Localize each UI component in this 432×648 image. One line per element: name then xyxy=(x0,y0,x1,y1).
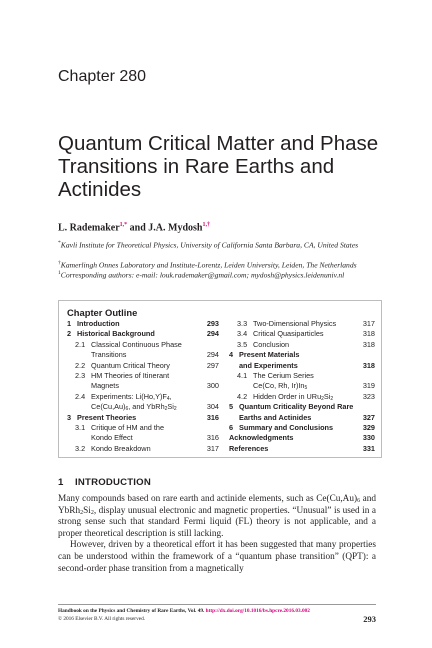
outline-entry-label: Historical Background xyxy=(77,329,155,339)
outline-entry[interactable] xyxy=(229,361,375,371)
affiliation-1 xyxy=(58,238,388,251)
outline-entry-label: Critical Quasiparticles xyxy=(253,329,324,339)
subscript: 6 xyxy=(357,498,361,504)
outline-entry-page: 323 xyxy=(362,391,375,401)
outline-entry-page: 329 xyxy=(362,422,375,432)
outline-entry-page: 318 xyxy=(362,329,375,339)
outline-entry-page: 297 xyxy=(206,360,219,370)
affiliation-mark: * xyxy=(58,240,61,246)
outline-entry-label: Earths and Actinides xyxy=(239,412,312,422)
outline-entry[interactable] xyxy=(229,371,375,381)
outline-entry[interactable] xyxy=(67,329,219,339)
author-line xyxy=(58,222,210,233)
outline-entry-label: Quantum Critical Theory xyxy=(91,360,170,370)
outline-entry-label: Two-Dimensional Physics xyxy=(253,319,337,328)
outline-entry-label: Summary and Conclusions xyxy=(239,422,334,432)
chapter-outline-box xyxy=(58,300,382,458)
doi-link[interactable]: http://dx.doi.org/10.1016/bs.hpcre.2016.03.002 xyxy=(205,608,310,614)
affiliation-mark: 1 xyxy=(58,270,61,276)
footer-citation xyxy=(58,608,310,614)
outline-entry-page: 327 xyxy=(362,412,375,422)
outline-entry-number: 2.3 xyxy=(75,370,86,380)
body-text xyxy=(58,494,376,575)
footer-copyright: © 2016 Elsevier B.V. All rights reserved. xyxy=(58,616,146,622)
outline-entry-label: Transitions xyxy=(91,350,127,360)
chapter-label: Chapter 280 xyxy=(58,68,147,85)
outline-entry-number: 4.2 xyxy=(237,391,248,401)
outline-entry[interactable] xyxy=(229,319,375,329)
subscript: 2 xyxy=(90,509,94,516)
text-run: and YbRh xyxy=(58,494,376,516)
outline-entry-number: 4.1 xyxy=(237,370,248,380)
outline-entry-page: 293 xyxy=(206,319,219,328)
outline-entry[interactable] xyxy=(229,340,375,350)
outline-entry-number: 3.2 xyxy=(75,443,86,453)
outline-entry-label: and Experiments xyxy=(239,360,298,370)
paragraph xyxy=(58,494,376,540)
author-marks: 1,† xyxy=(202,222,210,228)
outline-entry-label: Kondo Effect xyxy=(91,433,133,443)
outline-entry[interactable] xyxy=(67,402,219,412)
outline-entry-label: Ce(Co, Rh, $Ir)In_5$ xyxy=(253,381,308,392)
affiliation-text: Kamerlingh Onnes Laboratory and Institute-Lorentz, Leiden University, Leiden, The Netherlands xyxy=(60,260,357,270)
section-number: 1 xyxy=(58,477,64,488)
outline-entry[interactable] xyxy=(229,381,375,391)
outline-entry[interactable] xyxy=(67,319,219,329)
outline-entry-label: Acknowledgments xyxy=(229,433,294,443)
footer-source: Handbook on the Physics and Chemistry of Rare Earths, Vol. 49. xyxy=(58,608,206,614)
outline-entry-label: Present Theories xyxy=(77,412,137,422)
outline-entry-label: Introduction xyxy=(77,319,120,328)
author-name: J.A. Mydosh xyxy=(148,222,203,234)
outline-title: Chapter Outline xyxy=(67,307,138,318)
outline-column-left xyxy=(67,319,219,454)
author-conjunction: and xyxy=(127,222,149,234)
outline-entry-page: 319 xyxy=(362,381,375,391)
subscript: 2 xyxy=(80,509,84,516)
outline-entry[interactable] xyxy=(229,433,375,443)
outline-entry-page: 300 xyxy=(206,381,219,391)
outline-entry-label: Present Materials xyxy=(239,350,300,360)
section-heading xyxy=(58,477,151,488)
outline-entry-page: 318 xyxy=(362,360,375,370)
outline-entry-number: 3.1 xyxy=(75,422,86,432)
outline-entry-number: 2.1 xyxy=(75,339,86,349)
outline-entry[interactable] xyxy=(229,329,375,339)
outline-entry-number: 3 xyxy=(67,412,72,422)
outline-entry-label: References xyxy=(229,443,269,453)
text-run: , display unusual electronic and magnetic properties. “Unusual” is used in a strong sense such that standard Fermi liquid (FL) theory is not applicable, and a proper theoretical description is still lacking. xyxy=(58,505,376,539)
outline-entry-number: 2.2 xyxy=(75,360,86,370)
outline-entry-page: 331 xyxy=(362,443,375,453)
outline-entry[interactable] xyxy=(229,392,375,402)
outline-entry-number: 3.5 xyxy=(237,339,248,349)
outline-entry[interactable] xyxy=(67,350,219,360)
outline-entry[interactable] xyxy=(67,371,219,381)
affiliation-mark: † xyxy=(58,260,61,266)
outline-entry[interactable] xyxy=(67,433,219,443)
outline-entry-label: Kondo Breakdown xyxy=(91,443,151,453)
outline-entry[interactable] xyxy=(67,444,219,454)
outline-entry[interactable] xyxy=(67,340,219,350)
outline-entry-label: The Cerium Series xyxy=(253,370,314,380)
outline-entry[interactable] xyxy=(67,381,219,391)
outline-entry-page: 316 xyxy=(206,433,219,443)
outline-entry-number: 2 xyxy=(67,329,72,339)
chapter-title: Quantum Critical Matter and Phase Transitions in Rare Earths and Actinides xyxy=(58,132,379,201)
outline-entry-page: 294 xyxy=(206,350,219,360)
outline-entry-page: 317 xyxy=(206,443,219,453)
outline-entry-number: 1 xyxy=(67,319,72,328)
outline-entry-label: $Ce(Cu,Au)_6$, and $YbRh_2Si_2$ xyxy=(91,402,177,413)
text-run: Many compounds based on rare earth and actinide elements, such as Ce(Cu,Au) xyxy=(58,494,358,504)
outline-entry[interactable] xyxy=(229,423,375,433)
outline-entry[interactable] xyxy=(67,413,219,423)
outline-entry[interactable] xyxy=(229,444,375,454)
outline-entry-number: 5 xyxy=(229,402,234,412)
outline-entry-page: 294 xyxy=(206,329,219,339)
affiliation-3 xyxy=(58,268,388,281)
outline-entry[interactable] xyxy=(67,392,219,402)
outline-entry-number: 2.4 xyxy=(75,391,86,401)
outline-entry-number: 3.3 xyxy=(237,319,248,328)
author-name: L. Rademaker xyxy=(58,222,120,234)
text-run: Si xyxy=(83,505,91,516)
outline-entry-label: Classical Continuous Phase xyxy=(91,339,182,349)
outline-entry[interactable] xyxy=(229,350,375,360)
author-marks: 1,* xyxy=(119,222,128,228)
outline-entry-label: Hidden Order in $URu_2Si_2$ xyxy=(253,391,334,402)
outline-entry[interactable] xyxy=(67,361,219,371)
paragraph: However, driven by a theoretical effort it has been suggested that many properties can be understood within the framework of a “quantum phase transition” (QPT): a second-order phase transition from a magnetically xyxy=(58,540,376,574)
outline-entry-number: 4 xyxy=(229,350,234,360)
section-title: INTRODUCTION xyxy=(75,477,151,488)
outline-entry-label: Experiments: $Li(Ho,Y)F_4$, xyxy=(91,391,172,402)
outline-entry-number: 3.4 xyxy=(237,329,248,339)
outline-entry-page: 330 xyxy=(362,433,375,443)
outline-entry-page: 317 xyxy=(362,319,375,328)
affiliation-text: Corresponding authors: e-mail: louk.rademaker@gmail.com; mydosh@physics.leidenuniv.nl xyxy=(60,270,345,280)
outline-entry-label: Critique of HM and the xyxy=(91,422,165,432)
outline-entry-label: Conclusion xyxy=(253,339,290,349)
outline-entry-page: 304 xyxy=(206,402,219,412)
outline-entry-page: 316 xyxy=(206,412,219,422)
outline-entry-label: Quantum Criticality Beyond Rare xyxy=(239,402,354,412)
outline-entry[interactable] xyxy=(229,413,375,423)
outline-column-right xyxy=(229,319,375,454)
outline-entry-number: 6 xyxy=(229,422,234,432)
footer-rule xyxy=(58,604,376,605)
outline-entry[interactable] xyxy=(229,402,375,412)
affiliation-text: Kavli Institute for Theoretical Physics, University of California Santa Barbara, CA, United States xyxy=(60,240,359,250)
outline-entry-label: Magnets xyxy=(91,381,119,391)
outline-entry-label: HM Theories of Itinerant xyxy=(91,370,170,380)
outline-entry[interactable] xyxy=(67,423,219,433)
outline-entry-page: 318 xyxy=(362,339,375,349)
page-number: 293 xyxy=(363,614,376,624)
